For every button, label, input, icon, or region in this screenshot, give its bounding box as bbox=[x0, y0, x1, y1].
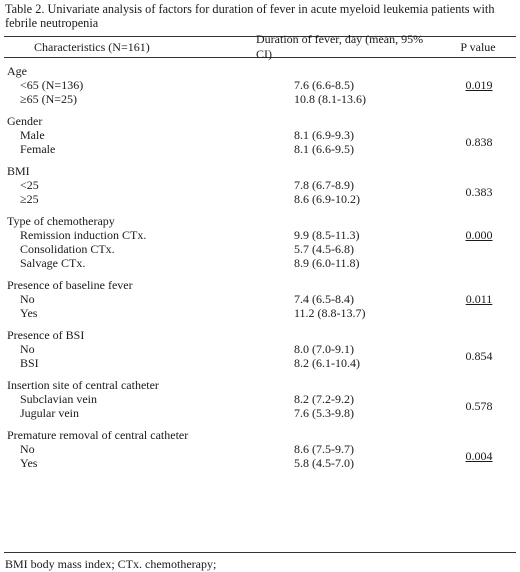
p-value: 0.578 bbox=[465, 398, 493, 413]
row-label: Consolidation CTx. bbox=[20, 242, 115, 256]
table-row bbox=[4, 442, 434, 456]
table-row bbox=[4, 142, 434, 156]
row-label: Yes bbox=[20, 456, 38, 470]
p-value-cell bbox=[434, 128, 516, 156]
p-value-cell bbox=[434, 78, 516, 106]
row-label: Jugular vein bbox=[20, 406, 79, 420]
table-footnote: BMI body mass index; CTx. chemotherapy; bbox=[5, 557, 217, 571]
row-label: ≥65 (N=25) bbox=[20, 92, 78, 106]
group-title: Insertion site of central catheter bbox=[7, 378, 159, 392]
row-value: 8.6 (7.5-9.7) bbox=[294, 442, 354, 456]
group-rows-wrapper bbox=[4, 442, 516, 470]
group-title: Premature removal of central catheter bbox=[7, 428, 189, 442]
p-value-cell bbox=[434, 178, 516, 206]
row-value: 8.2 (6.1-10.4) bbox=[294, 356, 360, 370]
table-row bbox=[4, 256, 434, 270]
row-label: Remission induction CTx. bbox=[20, 228, 147, 242]
row-label: Male bbox=[20, 128, 45, 142]
table-group bbox=[4, 114, 516, 156]
p-value-cell bbox=[434, 342, 516, 370]
row-label: Salvage CTx. bbox=[20, 256, 86, 270]
p-value-cell bbox=[434, 228, 516, 270]
group-rows bbox=[4, 442, 434, 470]
bottom-rule bbox=[4, 552, 516, 553]
table-row bbox=[4, 128, 434, 142]
table-row bbox=[4, 406, 434, 420]
table-row bbox=[4, 192, 434, 206]
table-group bbox=[4, 64, 516, 106]
table-group bbox=[4, 428, 516, 470]
group-rows bbox=[4, 78, 434, 106]
row-label: ≥25 bbox=[20, 192, 39, 206]
table-row bbox=[4, 242, 434, 256]
header-pvalue: P value bbox=[460, 39, 496, 54]
table-group bbox=[4, 378, 516, 420]
row-value: 8.1 (6.9-9.3) bbox=[294, 128, 354, 142]
row-value: 7.6 (5.3-9.8) bbox=[294, 406, 354, 420]
table-row bbox=[4, 292, 434, 306]
table-group bbox=[4, 164, 516, 206]
table-caption: Table 2. Univariate analysis of factors for duration of fever in acute myeloid leukemia patients with febrile neutropenia bbox=[5, 2, 495, 30]
group-rows-wrapper bbox=[4, 178, 516, 206]
group-rows-wrapper bbox=[4, 128, 516, 156]
header-characteristics: Characteristics (N=161) bbox=[34, 39, 150, 54]
group-rows-wrapper bbox=[4, 292, 516, 320]
p-value-cell bbox=[434, 392, 516, 420]
table-body bbox=[4, 58, 516, 552]
row-value: 7.4 (6.5-8.4) bbox=[294, 292, 354, 306]
p-value: 0.019 bbox=[465, 78, 493, 92]
row-label: <25 bbox=[20, 178, 39, 192]
group-rows-wrapper bbox=[4, 342, 516, 370]
table-row bbox=[4, 342, 434, 356]
group-rows-wrapper bbox=[4, 78, 516, 106]
row-value: 10.8 (8.1-13.6) bbox=[294, 92, 366, 106]
row-label: Subclavian vein bbox=[20, 392, 97, 406]
table-group bbox=[4, 328, 516, 370]
group-rows bbox=[4, 392, 434, 420]
row-value: 8.1 (6.6-9.5) bbox=[294, 142, 354, 156]
table-row bbox=[4, 78, 434, 92]
p-value: 0.000 bbox=[465, 228, 493, 242]
header-duration: Duration of fever, day (mean, 95% CI) bbox=[256, 32, 424, 61]
row-value: 8.0 (7.0-9.1) bbox=[294, 342, 354, 356]
row-value: 9.9 (8.5-11.3) bbox=[294, 228, 360, 242]
row-label: No bbox=[20, 292, 35, 306]
row-value: 8.9 (6.0-11.8) bbox=[294, 256, 360, 270]
p-value: 0.854 bbox=[465, 348, 493, 363]
row-value: 7.8 (6.7-8.9) bbox=[294, 178, 354, 192]
table-row bbox=[4, 456, 434, 470]
group-rows-wrapper bbox=[4, 228, 516, 270]
row-label: No bbox=[20, 342, 35, 356]
p-value: 0.383 bbox=[465, 184, 493, 199]
table-group bbox=[4, 214, 516, 270]
row-value: 5.7 (4.5-6.8) bbox=[294, 242, 354, 256]
group-rows bbox=[4, 342, 434, 370]
table-group bbox=[4, 278, 516, 320]
group-title: Presence of baseline fever bbox=[7, 278, 133, 292]
group-title: Gender bbox=[7, 114, 43, 128]
table-header-row bbox=[4, 32, 516, 61]
group-title: BMI bbox=[7, 164, 30, 178]
group-rows bbox=[4, 228, 434, 270]
table-row bbox=[4, 92, 434, 106]
row-value: 7.6 (6.6-8.5) bbox=[294, 78, 354, 92]
row-value: 8.6 (6.9-10.2) bbox=[294, 192, 360, 206]
row-label: Female bbox=[20, 142, 56, 156]
row-value: 5.8 (4.5-7.0) bbox=[294, 456, 354, 470]
group-rows bbox=[4, 178, 434, 206]
row-label: BSI bbox=[20, 356, 39, 370]
row-value: 8.2 (7.2-9.2) bbox=[294, 392, 354, 406]
row-label: Yes bbox=[20, 306, 38, 320]
p-value: 0.838 bbox=[465, 134, 493, 149]
group-title: Age bbox=[7, 64, 27, 78]
table-row bbox=[4, 178, 434, 192]
table-row bbox=[4, 356, 434, 370]
group-title: Type of chemotherapy bbox=[7, 214, 115, 228]
table-row bbox=[4, 306, 434, 320]
group-title: Presence of BSI bbox=[7, 328, 85, 342]
group-rows bbox=[4, 292, 434, 320]
p-value-cell bbox=[434, 442, 516, 470]
table-row bbox=[4, 228, 434, 242]
p-value: 0.004 bbox=[465, 448, 493, 463]
p-value: 0.011 bbox=[465, 292, 493, 306]
table-row bbox=[4, 392, 434, 406]
p-value-cell bbox=[434, 292, 516, 320]
row-value: 11.2 (8.8-13.7) bbox=[294, 306, 366, 320]
row-label: No bbox=[20, 442, 35, 456]
group-rows bbox=[4, 128, 434, 156]
group-rows-wrapper bbox=[4, 392, 516, 420]
row-label: <65 (N=136) bbox=[20, 78, 84, 92]
